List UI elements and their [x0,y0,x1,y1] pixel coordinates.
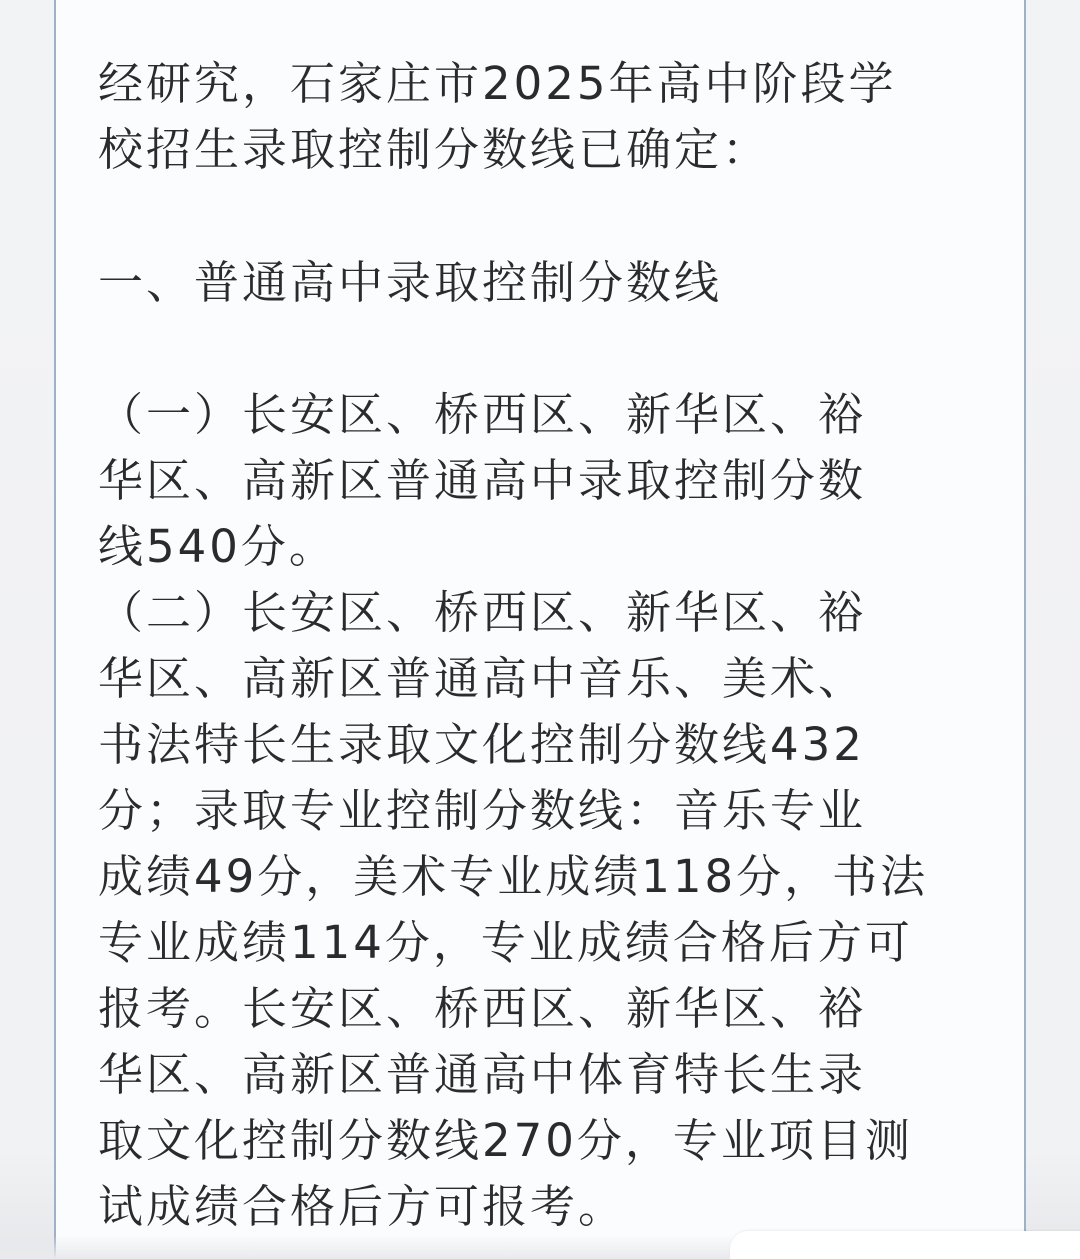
text-line: 华区、高新区普通高中音乐、美术、 [98,652,867,705]
text-line: （二）长安区、桥西区、新华区、裕 [98,586,867,639]
text-line: 线540分。 [98,520,337,573]
text-line: （一）长安区、桥西区、新华区、裕 [98,388,867,441]
text-line: 报考。长安区、桥西区、新华区、裕 [98,982,867,1035]
text-line: 经研究，石家庄市2025年高中阶段学 [98,57,897,110]
text-line: 专业成绩114分，专业成绩合格后方可 [98,916,913,969]
text-line: 成绩49分，美术专业成绩118分，书法 [98,850,929,903]
text-line: 校招生录取控制分数线已确定： [98,123,771,176]
text-line: 取文化控制分数线270分，专业项目测 [98,1114,913,1167]
section-heading: 一、普通高中录取控制分数线 [98,256,723,309]
text-line: 华区、高新区普通高中体育特长生录 [98,1048,867,1101]
text-line: 分；录取专业控制分数线：音乐专业 [98,784,867,837]
text-line: 华区、高新区普通高中录取控制分数 [98,454,867,507]
bottom-sheet-edge [730,1231,1080,1259]
text-line: 书法特长生录取文化控制分数线432 [98,718,865,771]
text-line: 试成绩合格后方可报考。 [98,1180,627,1233]
